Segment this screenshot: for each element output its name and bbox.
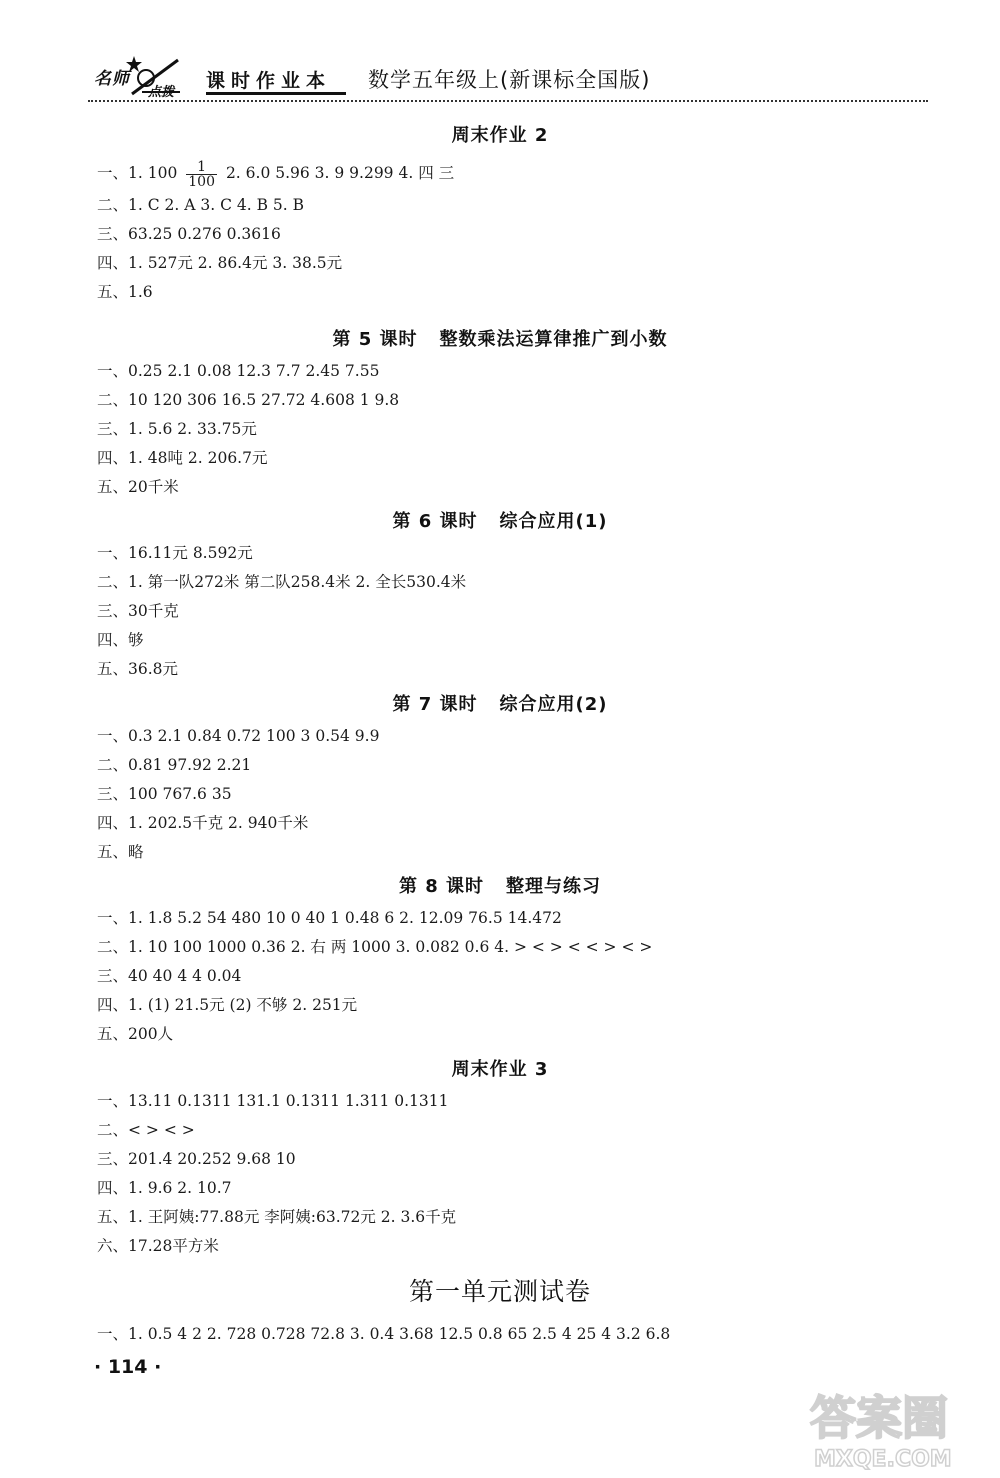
answer-line: [97, 1320, 1000, 1349]
answer-line: [97, 539, 1000, 568]
answer-text: 1. 202.5千克 2. 940千米: [128, 814, 309, 832]
publisher-logo: [88, 54, 206, 100]
answer-text: 63.25 0.276 0.3616: [128, 225, 281, 243]
answer-line: [97, 962, 1000, 991]
answer-text: 够: [128, 631, 144, 649]
answer-label: 一、: [97, 544, 129, 562]
answer-label: 一、: [97, 727, 129, 745]
answer-text: 1. 10 100 1000 0.36 2. 右 两 1000 3. 0.082 0.6 4. > < > < < > < >: [128, 938, 653, 956]
answer-line: [97, 780, 1000, 809]
answer-line: [97, 1087, 1000, 1116]
answer-line: [97, 809, 1000, 838]
answer-label: 四、: [97, 254, 129, 272]
section-weekend-3: [0, 1055, 1000, 1259]
answer-text: 2. 6.0 5.96 3. 9 9.299 4. 四 三: [225, 164, 455, 182]
answer-label: 一、: [97, 164, 129, 182]
section-title-text: 周末作业 3: [451, 1059, 549, 1080]
answer-label: 四、: [97, 449, 129, 467]
series-name: 课时作业本: [206, 70, 332, 92]
answer-line: [97, 991, 1000, 1020]
answer-text: 1.6: [128, 283, 153, 301]
answer-label: 六、: [97, 1237, 129, 1255]
section-title-text: 第 7 课时: [392, 694, 478, 715]
answer-text: 1. 9.6 2. 10.7: [128, 1179, 232, 1197]
answer-label: 五、: [97, 283, 129, 301]
section-subtitle: 综合应用(2): [499, 694, 608, 715]
answer-label: 五、: [97, 843, 129, 861]
section-title-text: 第 8 课时: [398, 876, 485, 897]
page-number: · 114 ·: [94, 1356, 162, 1378]
section-unit-test: [0, 1320, 1000, 1349]
answer-label: 二、: [97, 756, 129, 774]
answer-line: [97, 444, 1000, 473]
answer-text: 0.25 2.1 0.08 12.3 7.7 2.45 7.55: [128, 362, 380, 380]
answer-text: 13.11 0.1311 131.1 0.1311 1.311 0.1311: [128, 1092, 449, 1110]
answer-line: [97, 751, 1000, 780]
answer-text: 1. 48吨 2. 206.7元: [128, 449, 268, 467]
answer-text: < > < >: [128, 1121, 195, 1139]
answer-label: 二、: [97, 938, 129, 956]
fraction-numerator: 1: [186, 160, 217, 175]
answer-text: 0.81 97.92 2.21: [128, 756, 252, 774]
logo-text-2: 点拨: [148, 85, 175, 100]
answer-label: 二、: [97, 391, 129, 409]
section-lesson-7: [0, 690, 1000, 865]
answer-text: 36.8元: [128, 660, 179, 678]
answer-label: 一、: [97, 1092, 129, 1110]
answer-text: 1. 第一队272米 第二队258.4米 2. 全长530.4米: [128, 573, 467, 591]
answer-line: [97, 415, 1000, 444]
section-lesson-6: [0, 507, 1000, 682]
answer-line: [97, 473, 1000, 502]
answer-line: [97, 220, 1000, 249]
answer-label: 四、: [97, 1179, 129, 1197]
section-title: [0, 325, 1000, 355]
answer-line: [97, 278, 1000, 307]
section-subtitle: 整理与练习: [506, 876, 602, 897]
answer-line: [97, 655, 1000, 684]
answer-text: 20千米: [128, 478, 179, 496]
section-lesson-8: [0, 872, 1000, 1047]
answer-line: [97, 249, 1000, 278]
fraction: [186, 160, 217, 189]
answer-text: 30千克: [128, 602, 179, 620]
section-title: [0, 121, 1000, 151]
answer-label: 三、: [97, 1150, 129, 1168]
answer-text: 1. C 2. A 3. C 4. B 5. B: [128, 196, 304, 214]
answer-line: [97, 722, 1000, 751]
answer-label: 二、: [97, 196, 129, 214]
answer-line: [97, 191, 1000, 220]
section-title-text: 第 6 课时: [392, 511, 478, 532]
answer-line: [97, 1116, 1000, 1145]
answer-line: [97, 1232, 1000, 1261]
answer-label: 五、: [97, 478, 129, 496]
answer-text: 1. 王阿姨:77.88元 李阿姨:63.72元 2. 3.6千克: [128, 1208, 457, 1226]
answer-text: 201.4 20.252 9.68 10: [128, 1150, 296, 1168]
answer-text: 1. (1) 21.5元 (2) 不够 2. 251元: [128, 996, 358, 1014]
unit-test-title: 第一单元测试卷: [408, 1277, 591, 1306]
answer-label: 五、: [97, 1208, 129, 1226]
answer-line: [97, 1020, 1000, 1049]
answer-label: 五、: [97, 1025, 129, 1043]
page-header: [88, 52, 928, 102]
answer-text: 0.3 2.1 0.84 0.72 100 3 0.54 9.9: [128, 727, 380, 745]
fraction-denominator: 100: [188, 173, 215, 190]
svg-text:答案圈: 答案圈: [810, 1391, 948, 1445]
answer-line: [97, 357, 1000, 386]
answer-line: [97, 1203, 1000, 1232]
answer-label: 三、: [97, 967, 129, 985]
section-weekend-2: [0, 121, 1000, 299]
answer-line: [97, 568, 1000, 597]
answer-label: 一、: [97, 1325, 129, 1343]
answer-text: 略: [128, 843, 144, 861]
answer-label: 四、: [97, 631, 129, 649]
series-underline: [206, 92, 346, 95]
section-lesson-5: [0, 325, 1000, 500]
answer-label: 二、: [97, 573, 129, 591]
answer-line: [97, 386, 1000, 415]
answer-text: 100 767.6 35: [128, 785, 232, 803]
answer-line: [97, 626, 1000, 655]
logo-text: 名师: [94, 69, 130, 89]
answer-label: 五、: [97, 660, 129, 678]
answer-label: 三、: [97, 785, 129, 803]
section-subtitle: 整数乘法运算律推广到小数: [439, 329, 668, 350]
watermark-logo: [800, 1378, 990, 1474]
answer-text: 200人: [128, 1025, 174, 1043]
svg-text:MXQE.COM: MXQE.COM: [814, 1447, 952, 1472]
answer-label: 三、: [97, 602, 129, 620]
answer-label: 四、: [97, 996, 129, 1014]
section-title-text: 第 5 课时: [332, 329, 418, 350]
answer-text: 1. 100: [128, 164, 178, 182]
answer-label: 三、: [97, 420, 129, 438]
answer-text: 17.28平方米: [128, 1237, 219, 1255]
answer-line: [97, 904, 1000, 933]
answer-label: 二、: [97, 1121, 129, 1139]
answer-label: 一、: [97, 362, 129, 380]
answer-line: [97, 597, 1000, 626]
section-title: [0, 690, 1000, 720]
book-title: 数学五年级上(新课标全国版): [368, 68, 651, 92]
section-subtitle: 综合应用(1): [499, 511, 608, 532]
answer-text: 1. 5.6 2. 33.75元: [128, 420, 257, 438]
answer-label: 一、: [97, 909, 129, 927]
section-title: [0, 507, 1000, 537]
answer-line: [97, 838, 1000, 867]
section-title: [0, 872, 1000, 902]
answer-line: [97, 1174, 1000, 1203]
answer-text: 1. 527元 2. 86.4元 3. 38.5元: [128, 254, 343, 272]
answer-label: 三、: [97, 225, 129, 243]
answer-text: 16.11元 8.592元: [128, 544, 253, 562]
section-title: [0, 1055, 1000, 1085]
answer-text: 40 40 4 4 0.04: [128, 967, 242, 985]
answer-line: [97, 933, 1000, 962]
answer-text: 1. 1.8 5.2 54 480 10 0 40 1 0.48 6 2. 12.09 76.5 14.472: [128, 909, 562, 927]
section-title-text: 周末作业 2: [451, 125, 549, 146]
answer-line: [97, 1145, 1000, 1174]
answer-text: 10 120 306 16.5 27.72 4.608 1 9.8: [128, 391, 400, 409]
answer-line: [97, 157, 1000, 189]
answer-label: 四、: [97, 814, 129, 832]
answer-text: 1. 0.5 4 2 2. 728 0.728 72.8 3. 0.4 3.68 12.5 0.8 65 2.5 4 25 4 3.2 6.8: [128, 1325, 671, 1343]
